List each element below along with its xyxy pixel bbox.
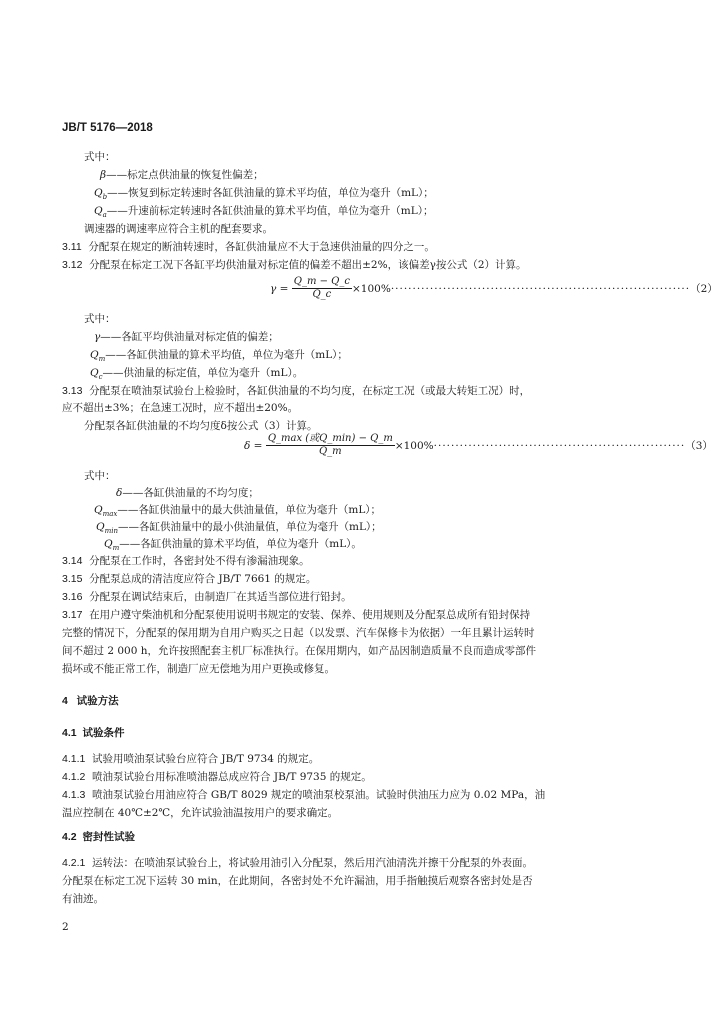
subsection-heading	[62, 830, 135, 844]
clause-text: 分配泵在标定工况下运转 30 min，在此期间，各密封处不允许漏油，用手指触摸后观察各密封处是否	[62, 875, 533, 887]
clause-text: 完整的情况下，分配泵的保用期为自用户购买之日起（以发票、汽车保修卡为依据）一年且累计运转时	[62, 627, 535, 639]
clause-number: 3.16	[62, 591, 83, 603]
def-subscript: a	[102, 211, 107, 220]
def-text: ——标定点供油量的恢复性偏差；	[106, 169, 264, 181]
eq-lhs: δ =	[244, 439, 263, 452]
def-text: ——各缸供油量的算术平均值，单位为毫升（mL）。	[119, 538, 362, 550]
def-subscript: c	[98, 373, 103, 382]
def-text: ——各缸平均供油量对标定值的偏差；	[100, 331, 279, 343]
clause-text: 分配泵各缸供油量的不均匀度δ按公式（3）计算。	[84, 420, 318, 432]
clause-3-13	[62, 384, 530, 398]
clause-text: 喷油泵试验台用油应符合 GB/T 8029 规定的喷油泵校泵油。试验时供油压力应为 0.02 MPa，油	[92, 789, 546, 801]
eq-number: （2）	[690, 283, 718, 295]
eq-leader-dots: ·····································································	[390, 282, 691, 295]
clause-text: 喷油泵试验台用标准喷油器总成应符合 JB/T 9735 的规定。	[92, 771, 372, 783]
def-symbol: Q	[94, 504, 103, 516]
clause-text: 运转法：在喷油泵试验台上，将试验用油引入分配泵，然后用汽油清洗并擦干分配泵的外表面。	[92, 857, 534, 869]
eq-numerator: Q_m − Q_c	[293, 276, 350, 287]
clause-number: 3.15	[62, 573, 83, 585]
clause-text: 温应控制在 40℃±2℃，允许试验油温按用户的要求确定。	[62, 807, 339, 819]
clause-number: 3.12	[62, 259, 83, 271]
def-symbol: δ	[116, 487, 123, 499]
section-title: 试验方法	[76, 695, 119, 707]
clause-number: 4.1.1	[62, 753, 86, 765]
eq-fraction	[292, 276, 352, 301]
clause-number: 4.2.1	[62, 857, 86, 869]
clause-text: 在用户遵守柴油机和分配泵使用说明书规定的安装、保养、使用规则及分配泵总成所有铅封保持	[89, 609, 531, 621]
def-row	[116, 486, 259, 500]
def-row	[100, 168, 264, 182]
clause-number: 4.1.3	[62, 789, 86, 801]
clause-text: 应不超出±3%；在急速工况时，应不超出±20%。	[62, 402, 299, 414]
def-subscript: b	[102, 193, 108, 202]
def-text: ——各缸供油量中的最小供油量值，单位为毫升（mL）；	[118, 521, 382, 533]
eq-denominator: Q_c	[312, 289, 332, 300]
eq-fraction	[266, 433, 395, 458]
def-subscript: m	[98, 355, 106, 364]
def-text: ——升速前标定转速时各缸供油量的算术平均值，单位为毫升（mL）；	[106, 205, 434, 217]
section-heading	[62, 694, 119, 708]
clause-text: 分配泵在标定工况下各缸平均供油量对标定值的偏差不超出±2%，该偏差γ按公式（2）计算。	[89, 259, 527, 271]
def-symbol: Q	[90, 367, 99, 379]
def-row	[96, 520, 382, 538]
clause-text: 间不超过 2 000 h，允许按照配套主机厂标准执行。在保用期内，如产品因制造质量不良而造成零部件	[62, 645, 536, 657]
page-number: 2	[62, 921, 69, 933]
clause-number: 3.13	[62, 385, 83, 397]
clause-number: 3.14	[62, 555, 83, 567]
section-number: 4	[62, 695, 68, 707]
eq-lhs: γ =	[270, 282, 289, 295]
subsection-title: 试验条件	[82, 727, 125, 739]
def-text: ——恢复到标定转速时各缸供油量的算术平均值，单位为毫升（mL）；	[107, 187, 434, 199]
where-label: 式中：	[84, 313, 116, 325]
clause-text: 分配泵在喷油泵试验台上检验时，各缸供油量的不均匀度，在标定工况（或最大转矩工况）时，	[89, 385, 531, 397]
subsection-title: 密封性试验	[82, 831, 135, 843]
def-row	[94, 186, 434, 204]
clause-number: 4.1.2	[62, 771, 86, 783]
def-text: ——各缸供油量中的最大供油量值，单位为毫升（mL）；	[117, 504, 382, 516]
where-label: 式中：	[84, 470, 116, 482]
clause-text: 分配泵总成的清洁度应符合 JB/T 7661 的规定。	[89, 573, 317, 585]
where-label: 式中：	[84, 151, 116, 163]
clause-text: 损坏或不能正常工作，制造厂应无偿地为用户更换或修复。	[62, 663, 335, 675]
clause-3-15	[62, 572, 316, 586]
def-text: ——各缸供油量的算术平均值，单位为毫升（mL）；	[105, 349, 348, 361]
equation-3	[244, 433, 713, 458]
def-subscript: max	[102, 510, 118, 519]
clause-text: 有油迹。	[62, 893, 104, 905]
note-text: 调速器的调速率应符合主机的配套要求。	[84, 223, 273, 235]
eq-leader-dots: ··························································	[433, 439, 686, 452]
clause-text: 试验用喷油泵试验台应符合 JB/T 9734 的规定。	[92, 753, 320, 765]
subsection-number: 4.1	[62, 727, 77, 739]
clause-3-16	[62, 590, 352, 604]
def-row	[104, 537, 362, 555]
clause-4-2-1	[62, 856, 533, 870]
def-symbol: Q	[94, 187, 103, 199]
def-row	[90, 366, 303, 384]
clause-4-1-2	[62, 770, 372, 784]
eq-tail: ×100%	[394, 439, 434, 452]
clause-number: 3.17	[62, 609, 83, 621]
eq-numerator: Q_max (或Q_min) − Q_m	[267, 433, 393, 444]
def-text: ——供油量的标定值，单位为毫升（mL）。	[102, 367, 304, 379]
def-symbol: γ	[94, 331, 101, 343]
clause-text: 分配泵在规定的断油转速时，各缸供油量应不大于急速供油量的四分之一。	[88, 241, 435, 253]
subsection-number: 4.2	[62, 831, 77, 843]
def-symbol: Q	[90, 349, 99, 361]
def-symbol: Q	[94, 205, 103, 217]
clause-4-1-1	[62, 752, 319, 766]
def-row	[90, 348, 348, 366]
def-subscript: m	[112, 544, 120, 553]
clause-number: 3.11	[62, 241, 82, 253]
clause-text: 分配泵在工作时，各密封处不得有渗漏油现象。	[89, 555, 310, 567]
def-row	[94, 330, 279, 344]
def-subscript: min	[104, 527, 118, 536]
def-row	[94, 204, 433, 222]
clause-3-14	[62, 554, 310, 568]
clause-text: 分配泵在调试结束后，由制造厂在其适当部位进行铅封。	[89, 591, 352, 603]
def-text: ——各缸供油量的不均匀度；	[122, 487, 259, 499]
subsection-heading	[62, 726, 124, 740]
clause-3-17	[62, 608, 530, 622]
def-symbol: β	[100, 169, 107, 181]
clause-3-12	[62, 258, 527, 272]
eq-denominator: Q_m	[318, 446, 342, 457]
clause-4-1-3	[62, 788, 545, 802]
clause-3-11	[62, 240, 435, 254]
equation-2	[270, 276, 718, 301]
eq-number: （3）	[685, 440, 713, 452]
eq-tail: ×100%	[351, 282, 391, 295]
def-symbol: Q	[96, 521, 105, 533]
standard-id: JB/T 5176—2018	[62, 122, 153, 134]
def-row	[94, 503, 381, 521]
def-symbol: Q	[104, 538, 113, 550]
